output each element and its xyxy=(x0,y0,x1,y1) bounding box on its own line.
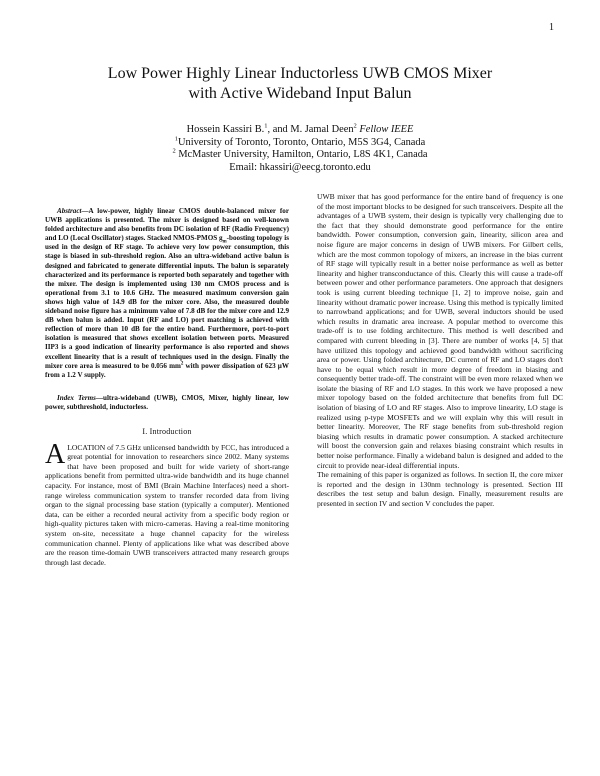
abstract xyxy=(45,207,289,380)
author-2-title: Fellow IEEE xyxy=(359,124,414,135)
index-terms-text: —ultra-wideband (UWB), CMOS, Mixer, highly linear, low power, subthreshold, inductorless. xyxy=(45,393,289,411)
author-joiner: , and M. Jamal Deen xyxy=(267,124,354,135)
index-terms-label: Index Terms xyxy=(57,393,96,402)
author-email: Email: hkassiri@eecg.toronto.edu xyxy=(229,161,371,173)
affiliation-1-text: University of Toronto, Toronto, Ontario, M5S 3G4, Canada xyxy=(178,136,426,148)
introduction-text: LOCATION of 7.5 GHz unlicensed bandwidth by FCC, has introduced a great potential for innovation to researchers since 2002. Many systems that have been proposed and built for wide variety of short-range applications benefit from permitted ultra-wide bandwidth and its huge channel capacity. For instance, most of BMI (Brain Machine Interfaces) need a short-range wireless communication system to transfer recorded data from living organ to the signal processing base station (typically a computer). Mentioned data, can be either a recorded neural activity from a specific body region or high-quality pictures taken with micro-cameras. Having a real-time monitoring system on-site, necessitate a huge channel capacity for the wireless communication channel. Plenty of applications like what was described above are the reason time-domain UWB transceivers attracted many research groups through last decade. xyxy=(45,442,289,567)
affiliation-1-sup: 1 xyxy=(174,135,178,143)
right-paragraph-1: UWB mixer that has good performance for the entire band of frequency is one of the most important blocks to be designed for such transceivers. Despite all the advantages of a UWB system, their design is typically very challenging due to the fact that they should demonstrate good performance for the entire bandwidth. Power consumption, conversion gain, linearity, silicon area and noise figure are major concerns in design of UWB mixers. For Gilbert cells, which are the most common topology of mixers, an increase in the bias current of RF stage will typically result in a better noise performance as well as better linearity and higher transconductance of this. Clearly this will cause a trade-off between power and other performance parameters. One approach that designers took is using current bleeding technique [1, 2] to improve noise, gain and linearity without dramatic power increase. Using this method is typically limited to narrowband applications; and for UWB, several inductors should be used which results in dramatic area increase. A popular method to overcome this trade-off is to use folding architecture. This method is well described and compared with current bleeding in [3]. There are number of works [4, 5] that have utilized this topology and achieved good bandwidth without sacrificing area or power. Using folded architecture, DC current of RF and LO stages don't have to be equal which result in more degree of freedom in biasing and consequently better trade-off. The constraint will be even more relaxed when we isolate the biasing of RF and LO stages. In this work we have proposed a new mixer topology based on the folded architecture that benefits from full DC isolation of biasing of LO and RF stages. Also to improve linearity, LO stage is realized using p-type MOSFETs and we will explain why this will result in better linearity. Moreover, The RF stage benefits from sub-threshold region biasing which results in dramatic power consumption. A stacked architecture will boost the conversion gain and relaxes biasing constraint which results in better noise performance. Finally a wideband balun is designed and added to the circuit to provide near-ideal differential inputs. xyxy=(317,192,563,470)
page-number: 1 xyxy=(549,22,554,33)
affiliation-2-sup: 2 xyxy=(172,147,176,155)
abstract-sub-m: m xyxy=(222,239,227,245)
title-line-1: Low Power Highly Linear Inductorless UWB CMOS Mixer xyxy=(107,65,493,82)
index-terms xyxy=(45,394,289,412)
author-1-sup: 1 xyxy=(264,122,268,130)
right-column xyxy=(317,192,563,509)
left-column xyxy=(45,188,289,567)
abstract-sup-2: 2 xyxy=(180,361,184,367)
author-2-sup: 2 xyxy=(353,122,357,130)
drop-cap: A xyxy=(45,438,66,470)
affiliation-1 xyxy=(40,137,560,150)
affiliation-2-text: McMaster University, Hamilton, Ontario, L8S 4K1, Canada xyxy=(178,149,428,161)
abstract-text-3: with power dissipation of 623 µW from a 1.2 V supply. xyxy=(45,361,289,379)
title-line-2: with Active Wideband Input Balun xyxy=(188,85,412,102)
abstract-text-2: -boosting topology is used in the design of RF stage. To achieve very low power consumption, this stage is biased in sub-threshold region. Also an ultra-wideband active balun is designed and fabricated to generate differential inputs. The balun is separately characterized and its performance is reported both separately and together with the mixer. The design is implemented using 130 nm CMOS process and is operational from 3.1 to 10.6 GHz. The measured maximum conversion gain shows high value of 14.9 dB for the mixer core. Also, the measured double sideband noise figure has a minimum value of 7.8 dB for the mixer core and 12.9 dB when balun is added. Input (RF and LO) port matching is achieved with reflection of more than 10 dB for the entire band. Furthermore, port-to-port isolation is measured that shows excellent isolation between ports. Measured IIP3 is a good indication of linearity performance is also reported and shows excellent linearity that is a result of techniques used in the design. Finally the mixer core area is measured to be 0.056 mm xyxy=(45,234,289,370)
paper-title xyxy=(40,64,560,104)
abstract-text-1: —A low-power, highly linear CMOS double-balanced mixer for UWB applications is presented. The mixer is designed based on well-known folded architecture and also benefits from DC isolation of RF (Radio Frequency) and LO (Local Oscillator) stages. Stacked NMOS-PMOS g xyxy=(45,207,289,243)
author-1: Hossein Kassiri B. xyxy=(186,124,265,135)
affiliation-2 xyxy=(40,149,560,162)
abstract-label: Abstract xyxy=(57,207,82,215)
section-heading-introduction: I. Introduction xyxy=(142,426,192,436)
author-block xyxy=(40,124,560,174)
author-line xyxy=(40,124,560,137)
introduction-paragraph xyxy=(45,438,289,568)
right-paragraph-2: The remaining of this paper is organized as follows. In section II, the core mixer is reported and the design in 130nm technology is presented. Section III describes the test setup and balun design. Finally, measurement results are presented in section IV and section V concludes the paper. xyxy=(317,470,563,508)
